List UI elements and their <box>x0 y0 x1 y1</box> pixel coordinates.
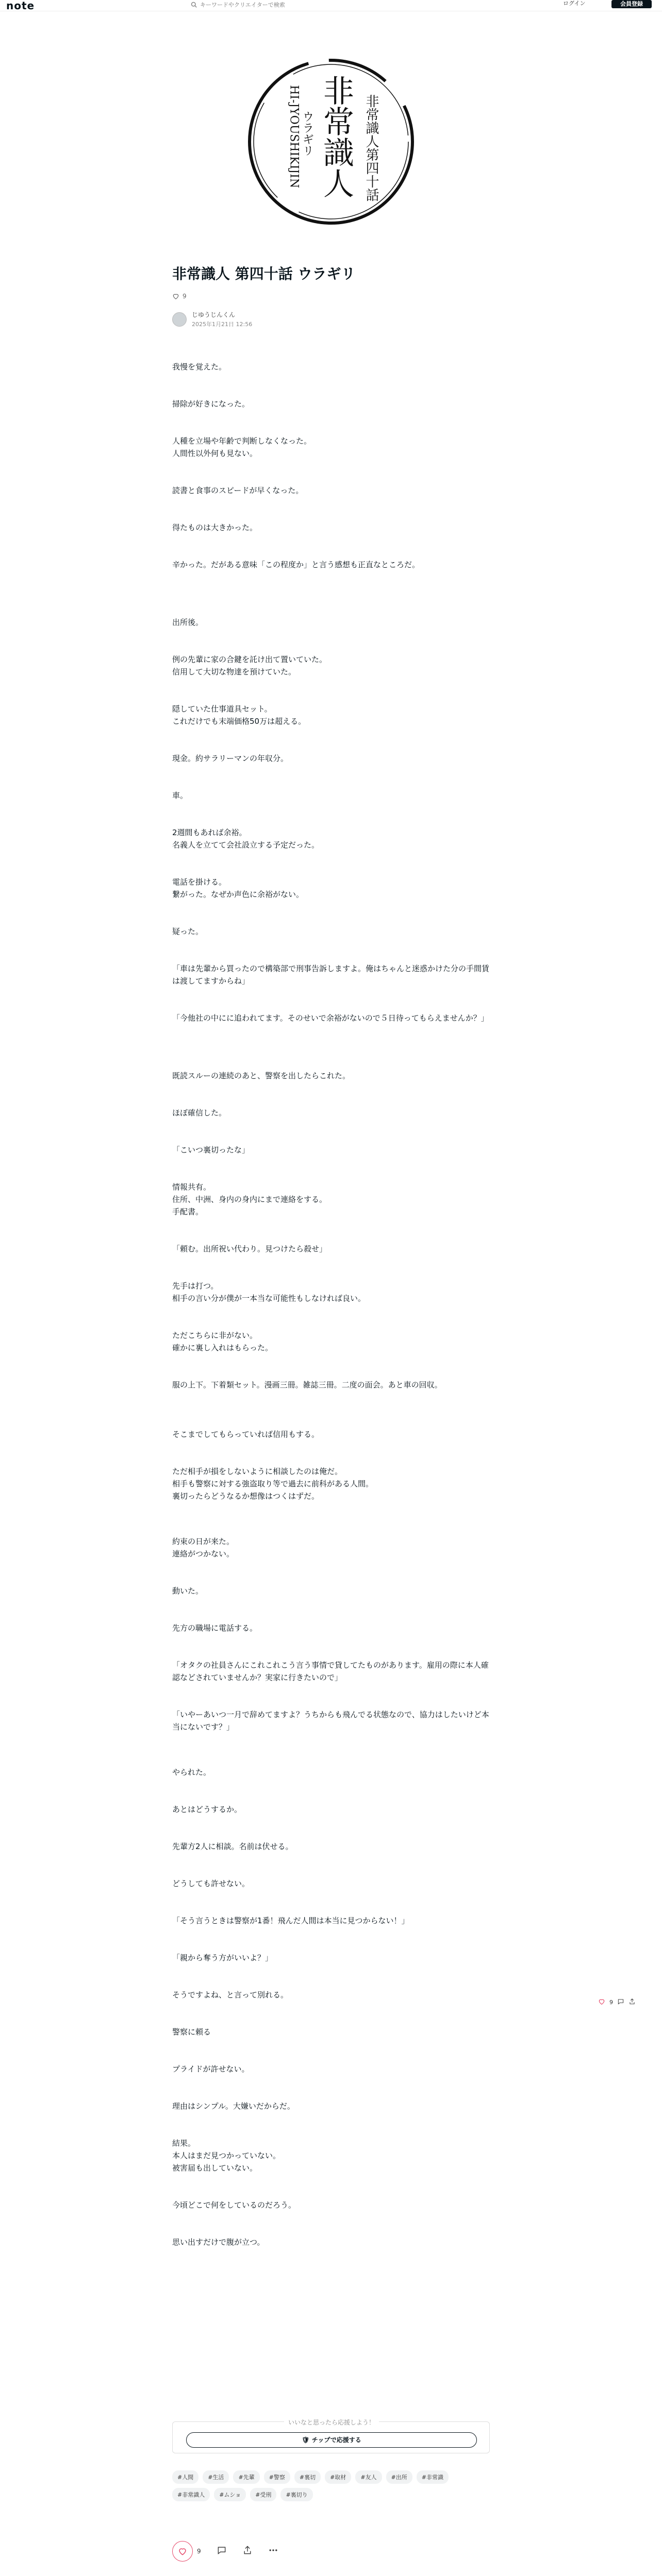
body-paragraph: 「頼む。出所祝い代わり。見つけたら殺せ」 <box>172 1244 327 1253</box>
body-paragraph: 「そう言うときは警察が1番！飛んだ人間は本当に見つからない！」 <box>172 1916 409 1925</box>
article-title: 非常識人 第四十話 ウラギリ <box>172 265 356 282</box>
eyecatch-subtitle: ウラギリ <box>301 111 314 156</box>
hashtag[interactable]: #友人 <box>355 2470 382 2484</box>
action-bar <box>172 2541 278 2562</box>
body-paragraph: ほぼ確信した。 <box>172 1108 227 1117</box>
body-paragraph: 「いやーあいつ一月で辞めてますよ？うちからも飛んでる状態なので、協力はしたいけど本当にないです？」 <box>172 1710 489 1732</box>
body-paragraph: 結果。 本人はまだ見つかっていない。 被害届も出していない。 <box>172 2139 281 2173</box>
post-date: 2025年1月21日 12:56 <box>192 321 253 328</box>
body-paragraph: 疑った。 <box>172 927 204 936</box>
comment-icon[interactable] <box>217 2545 227 2557</box>
eyecatch-roman: HI-JYOUSHIKIJIN <box>287 85 301 189</box>
body-paragraph: 我慢を覚えた。 <box>172 362 227 371</box>
body-paragraph: 「今他社の中にに追われてます。そのせいで余裕がないので５日待ってもらえませんか？」 <box>172 1013 489 1023</box>
body-paragraph: 先手は打つ。 相手の言い分が僕が一本当な可能性もしなければ良い。 <box>172 1281 366 1303</box>
body-paragraph: 動いた。 <box>172 1586 204 1596</box>
body-paragraph: 例の先輩に家の合鍵を託け出て置いていた。 信用して大切な物達を預けていた。 <box>172 655 327 676</box>
tip-label: いいなと思ったら応援しよう！ <box>173 2418 490 2427</box>
hashtag[interactable]: #非常識 <box>417 2470 449 2484</box>
top-bar <box>0 0 662 11</box>
body-paragraph: 警察に頼る <box>172 2027 211 2037</box>
like-button[interactable] <box>172 2541 193 2562</box>
signup-button[interactable]: 会員登録 <box>611 0 652 8</box>
heart-icon <box>172 293 179 300</box>
tip-icon: 🛡 <box>302 2436 312 2444</box>
body-paragraph: 2週間もあれば余裕。 名義人を立てて会社設立する予定だった。 <box>172 828 320 850</box>
tip-box <box>172 2421 490 2453</box>
body-paragraph: 理由はシンプル。大嫌いだからだ。 <box>172 2102 295 2111</box>
tip-button[interactable]: 🛡 チップで応援する <box>186 2432 477 2448</box>
search-bar[interactable] <box>191 0 459 9</box>
search-input[interactable] <box>200 2 448 8</box>
body-paragraph: そうですよね、と言って別れる。 <box>172 1990 289 1999</box>
body-paragraph: 既読スルーの連続のあと、警察を出したらこれた。 <box>172 1071 351 1080</box>
author-name[interactable]: じゆうじんくん <box>192 311 236 318</box>
body-paragraph: どうしても許せない。 <box>172 1879 250 1888</box>
floating-like-count: 9 <box>609 1999 613 2006</box>
body-paragraph: やられた。 <box>172 1768 211 1777</box>
body-paragraph: 約束の日が来た。 連絡がつかない。 <box>172 1537 235 1558</box>
body-paragraph: 「親から奪う方がいいよ？」 <box>172 1953 273 1962</box>
hashtag[interactable]: #受刑 <box>250 2488 276 2501</box>
body-paragraph: 今頃どこで何をしているのだろう。 <box>172 2200 296 2210</box>
search-icon <box>191 0 197 10</box>
body-paragraph: 現金。約サラリーマンの年収分。 <box>172 754 289 763</box>
note-logo[interactable]: note <box>6 0 35 12</box>
body-paragraph: そこまでしてもらっていれば信用もする。 <box>172 1430 320 1439</box>
hashtag[interactable]: #非常識人 <box>172 2488 210 2501</box>
comment-icon[interactable] <box>617 1998 624 2007</box>
author-row[interactable] <box>172 310 252 328</box>
article-likes[interactable] <box>172 293 187 300</box>
body-paragraph: 思い出すだけで腹が立つ。 <box>172 2238 265 2247</box>
eyecatch-main-title: 非常識人 <box>318 75 354 198</box>
hashtag[interactable]: #裏切 <box>294 2470 321 2484</box>
body-paragraph: 電話を掛ける。 繋がった。なぜか声色に余裕がない。 <box>172 877 304 899</box>
body-paragraph: 掃除が好きになった。 <box>172 399 250 409</box>
body-paragraph: 「こいつ裏切ったな」 <box>172 1145 250 1155</box>
eyecatch-small-title: 非常識人第四十話 <box>363 94 379 201</box>
body-paragraph: 辛かった。だがある意味「この程度か」と言う感想も正直なところだ。 <box>172 560 420 569</box>
hashtag[interactable]: #生活 <box>203 2470 229 2484</box>
body-paragraph: 出所後。 <box>172 618 204 627</box>
hashtag[interactable]: #先輩 <box>233 2470 259 2484</box>
hashtag[interactable]: #ムショ <box>214 2488 246 2501</box>
hashtag[interactable]: #取材 <box>325 2470 351 2484</box>
floating-actions <box>598 1998 636 2007</box>
body-paragraph: あとはどうするか。 <box>172 1805 242 1814</box>
hashtag[interactable]: #出所 <box>386 2470 412 2484</box>
body-paragraph: 読書と食事のスピードが早くなった。 <box>172 486 304 495</box>
like-count: 9 <box>197 2548 201 2555</box>
body-paragraph: 隠していた仕事道具セット。 これだけでも末端価格50万は超える。 <box>172 704 306 726</box>
body-paragraph: 先方の職場に電話する。 <box>172 1623 258 1633</box>
body-paragraph: 服の上下。下着類セット。漫画三冊。雑誌三冊。二度の面会。あと車の回収。 <box>172 1380 442 1389</box>
body-paragraph: 情報共有。 住所、中洲、身内の身内にまで連絡をする。 手配書。 <box>172 1182 327 1216</box>
body-paragraph: ただ相手が損をしないように相談したのは俺だ。 相手も警察に対する強盗取り等で過去に前科がある人間。 裏切ったらどうなるか想像はつくはずだ。 <box>172 1467 374 1501</box>
hashtag[interactable]: #裏切り <box>280 2488 312 2501</box>
eyecatch-image <box>172 54 490 229</box>
heart-icon <box>178 2547 187 2556</box>
body-paragraph: ただこちらに非がない。 確かに裏し入れはもらった。 <box>172 1331 273 1352</box>
body-paragraph: プライドが許せない。 <box>172 2064 250 2074</box>
heart-icon[interactable] <box>598 1998 605 2007</box>
body-paragraph: 車。 <box>172 791 188 800</box>
article-like-count: 9 <box>183 293 187 300</box>
body-paragraph: 先輩方2人に相談。名前は伏せる。 <box>172 1842 293 1851</box>
login-link[interactable]: ログイン <box>563 0 586 7</box>
body-paragraph: 「車は先輩から買ったので構築部で刑事告訴しますよ。俺はちゃんと迷惑かけた分の手間賃は渡してますからね」 <box>172 964 490 986</box>
share-icon[interactable] <box>628 1998 636 2007</box>
tag-list <box>172 2470 490 2501</box>
body-paragraph: 人種を立場や年齢で判断しなくなった。 人間性以外何も見ない。 <box>172 436 312 458</box>
share-icon[interactable] <box>242 2545 253 2557</box>
author-avatar[interactable] <box>172 312 187 327</box>
hashtag[interactable]: #人間 <box>172 2470 198 2484</box>
hashtag[interactable]: #警察 <box>264 2470 290 2484</box>
body-paragraph: 得たものは大きかった。 <box>172 523 258 532</box>
more-icon[interactable] <box>268 2545 278 2557</box>
body-paragraph: 「オタクの社員さんにこれこれこう言う事情で貸してたものがあります。雇用の際に本人確認などされていませんか？実家に行きたいので」 <box>172 1660 489 1682</box>
